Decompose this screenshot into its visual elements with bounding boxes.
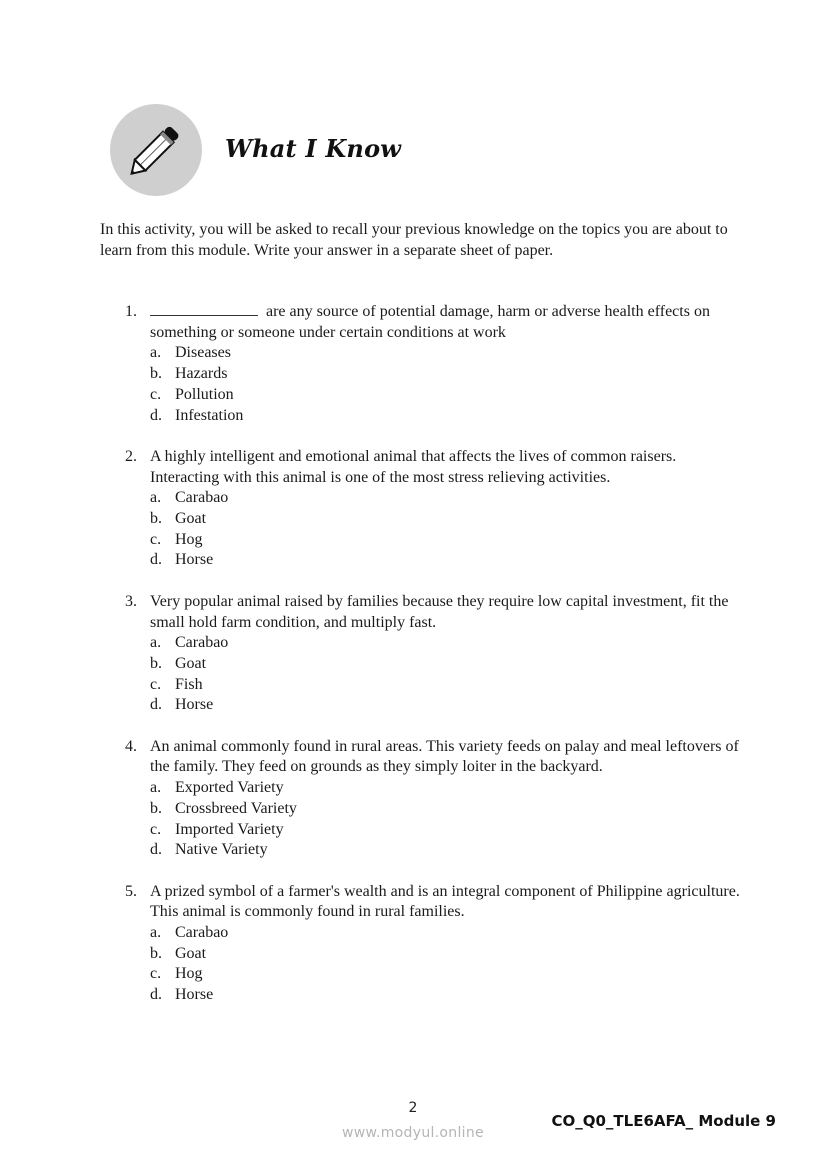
question-5 xyxy=(125,882,740,1006)
question-text: A prized symbol of a farmer's wealth and is an integral component of Philippine agriculture. This animal is commonly found in rural families. xyxy=(150,882,740,921)
question-text: are any source of potential damage, harm or adverse health effects on something or someone under certain conditions at work xyxy=(150,303,710,341)
option-c: c. Imported Variety xyxy=(150,820,284,838)
option-c: c. Pollution xyxy=(150,385,234,403)
question-number: 5. xyxy=(125,882,137,900)
option-a: a. Carabao xyxy=(150,634,229,652)
question-number: 3. xyxy=(125,592,137,610)
option-b: b. Goat xyxy=(150,510,207,528)
option-a: a. Carabao xyxy=(150,924,229,942)
pencil-icon xyxy=(110,104,202,196)
option-b: b. Goat xyxy=(150,654,207,672)
option-d: d. Infestation xyxy=(150,406,244,424)
option-list xyxy=(150,923,740,1006)
instructions-text: In this activity, you will be asked to recall your previous knowledge on the topics you are about to learn from this module. Write your answer in a separate sheet of paper. xyxy=(100,221,728,259)
option-b: b. Hazards xyxy=(150,365,228,383)
question-text: A highly intelligent and emotional animal that affects the lives of common raisers. Interacting with this animal is one of the most stress relieving activities. xyxy=(150,447,677,486)
option-d: d. Horse xyxy=(150,696,214,714)
option-a: a. Carabao xyxy=(150,489,229,507)
question-number: 4. xyxy=(125,737,137,755)
option-list xyxy=(150,488,740,571)
question-text: An animal commonly found in rural areas. This variety feeds on palay and meal leftovers of the family. They feed on grounds as they simply loiter in the backyard. xyxy=(150,737,739,776)
option-c: c. Hog xyxy=(150,965,203,983)
option-d: d. Horse xyxy=(150,551,214,569)
question-1 xyxy=(125,302,740,426)
answer-blank xyxy=(150,303,258,316)
section-header xyxy=(110,104,510,196)
option-c: c. Hog xyxy=(150,530,203,548)
question-2 xyxy=(125,447,740,571)
question-number: 1. xyxy=(125,303,137,320)
option-b: b. Goat xyxy=(150,944,207,962)
question-number: 2. xyxy=(125,447,137,465)
option-list xyxy=(150,778,740,861)
watermark: www.modyul.online xyxy=(342,1125,484,1141)
question-4 xyxy=(125,737,740,861)
option-d: d. Horse xyxy=(150,986,214,1004)
module-code: CO_Q0_TLE6AFA_ Module 9 xyxy=(551,1112,776,1130)
option-a: a. Exported Variety xyxy=(150,779,284,797)
option-d: d. Native Variety xyxy=(150,841,268,859)
option-list xyxy=(150,633,740,716)
option-list xyxy=(150,343,740,426)
option-c: c. Fish xyxy=(150,675,203,693)
option-a: a. Diseases xyxy=(150,344,231,362)
option-b: b. Crossbreed Variety xyxy=(150,799,297,817)
question-list xyxy=(125,302,740,1027)
page-number: 2 xyxy=(408,1100,418,1116)
question-3 xyxy=(125,592,740,716)
question-text: Very popular animal raised by families because they require low capital investment, fit the small hold farm condition, and multiply fast. xyxy=(150,592,729,631)
page-title: What I Know xyxy=(225,134,402,163)
